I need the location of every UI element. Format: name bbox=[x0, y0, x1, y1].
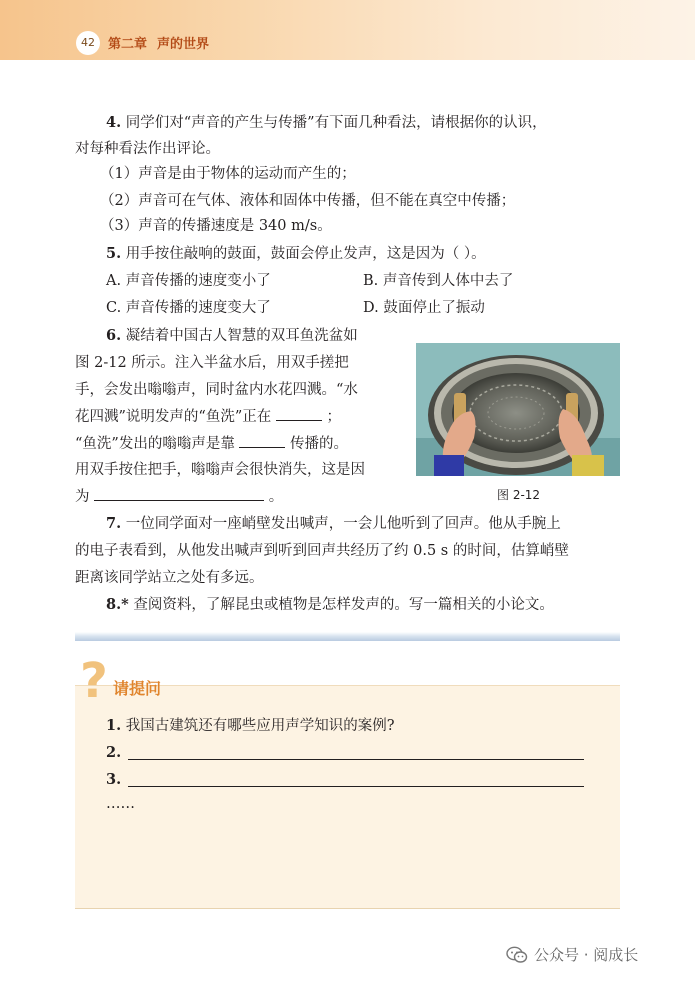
q5-question: 5. 用手按住敲响的鼓面，鼓面会停止发声，这是因为（ ）。 bbox=[106, 245, 486, 262]
page-number: 42 bbox=[76, 31, 100, 55]
ask-answer-line-3 bbox=[128, 786, 584, 787]
q7-line-2: 的电子表看到，从他发出喊声到听到回声共经历了约 0.5 s 的时间，估算峭壁 bbox=[75, 543, 569, 559]
ask-question-title: 请提问 bbox=[113, 679, 162, 698]
q6-line-3: 手，会发出嗡嗡声，同时盆内水花四溅。“水 bbox=[75, 382, 358, 398]
q7-line-1: 7. 一位同学面对一座峭壁发出喊声，一会儿他听到了回声。他从手腕上 bbox=[106, 515, 561, 532]
q4-item-3: （3）声音的传播速度是 340 m/s。 bbox=[100, 218, 332, 234]
q5-option-a: A. 声音传播的速度变小了 bbox=[106, 273, 271, 289]
q6-line-1: 6. 凝结着中国古人智慧的双耳鱼洗盆如 bbox=[106, 327, 358, 344]
q7-line-3: 距离该同学站立之处有多远。 bbox=[75, 570, 264, 586]
q5-option-b: B. 声音传到人体中去了 bbox=[363, 273, 514, 289]
answer-blank-3 bbox=[94, 486, 264, 501]
q6-line-7: 为 。 bbox=[75, 486, 283, 507]
q6-line-6: 用双手按住把手，嗡嗡声会很快消失，这是因 bbox=[75, 462, 365, 478]
fish-basin-photo bbox=[416, 343, 620, 476]
q4-line-1: 4. 同学们对“声音的产生与传播”有下面几种看法，请根据你的认识， bbox=[106, 114, 547, 131]
page-header bbox=[0, 0, 695, 60]
section-divider bbox=[75, 632, 620, 641]
answer-blank-2 bbox=[239, 433, 285, 448]
q8-question: 8.* 查阅资料，了解昆虫或植物是怎样发声的。写一篇相关的小论文。 bbox=[106, 596, 554, 613]
chapter-number: 第二章 bbox=[108, 37, 148, 52]
q4-item-1: （1）声音是由于物体的运动而产生的； bbox=[100, 166, 356, 182]
q5-number: 5. bbox=[106, 245, 122, 262]
q6-line-2: 图 2-12 所示。注入半盆水后，用双手搓把 bbox=[75, 355, 349, 371]
figure-caption: 图 2-12 bbox=[497, 488, 541, 502]
ask-answer-line-2 bbox=[128, 759, 584, 760]
ask-item-2-number: 2. bbox=[106, 744, 122, 761]
ask-item-3-number: 3. bbox=[106, 771, 122, 788]
answer-blank-1 bbox=[276, 406, 322, 421]
watermark bbox=[506, 944, 638, 965]
q4-line-2: 对每种看法作出评论。 bbox=[75, 141, 220, 157]
q4-item-2: （2）声音可在气体、液体和固体中传播，但不能在真空中传播； bbox=[100, 193, 516, 209]
ask-item-1: 1. 我国古建筑还有哪些应用声学知识的案例? bbox=[106, 717, 395, 734]
q4-number: 4. bbox=[106, 114, 122, 131]
q8-number: 8.* bbox=[106, 596, 129, 613]
q7-number: 7. bbox=[106, 515, 122, 532]
q5-option-c: C. 声音传播的速度变大了 bbox=[106, 300, 271, 316]
q6-number: 6. bbox=[106, 327, 122, 344]
chapter-title: 声的世界 bbox=[157, 37, 210, 52]
chapter-heading bbox=[108, 33, 209, 52]
ask-ellipsis: …… bbox=[106, 796, 135, 812]
q6-line-5: “鱼洗”发出的嗡嗡声是靠 传播的。 bbox=[75, 433, 348, 454]
q5-option-d: D. 鼓面停止了振动 bbox=[363, 300, 485, 316]
question-mark-icon: ? bbox=[80, 653, 108, 709]
wechat-icon bbox=[506, 946, 528, 964]
q6-line-4: 花四溅”说明发声的“鱼洗”正在 ； bbox=[75, 406, 341, 427]
watermark-text: 公众号 · 阅成长 bbox=[534, 946, 639, 964]
